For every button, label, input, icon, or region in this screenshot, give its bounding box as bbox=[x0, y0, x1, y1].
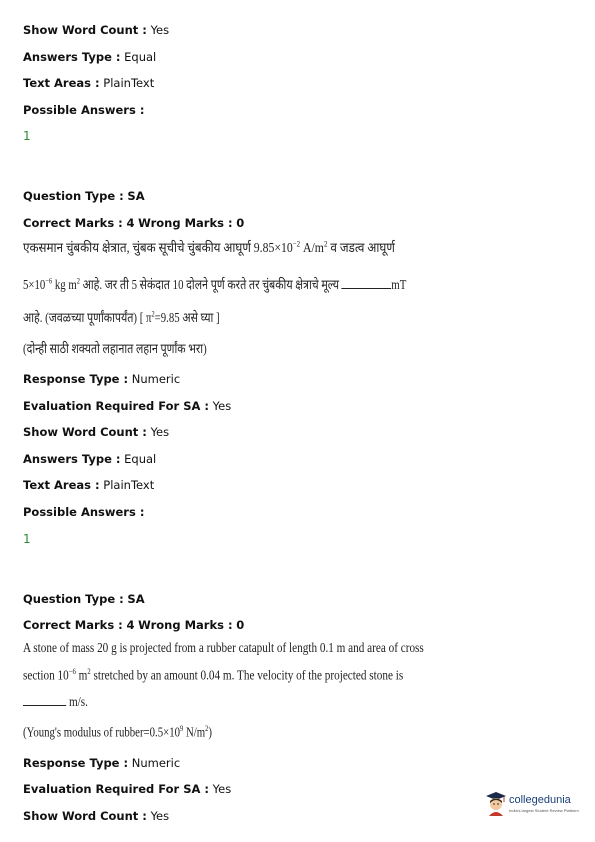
question-line bbox=[23, 238, 395, 256]
answers-type-row bbox=[23, 50, 156, 64]
text-segment: m/s. bbox=[66, 694, 88, 709]
text-segment: व जडत्व आघूर्ण bbox=[327, 240, 395, 255]
answer-blank bbox=[23, 695, 66, 706]
text-segment: m bbox=[75, 667, 88, 683]
field-value: Yes bbox=[212, 399, 232, 413]
correct-marks-label: Correct Marks : bbox=[23, 618, 123, 632]
question-line bbox=[23, 275, 406, 293]
field-value: PlainText bbox=[103, 478, 155, 492]
question-type-row bbox=[23, 189, 145, 203]
field-label: Show Word Count : bbox=[23, 23, 147, 37]
possible-answers-row bbox=[23, 505, 144, 519]
question-type-row bbox=[23, 592, 145, 606]
field-value: Yes bbox=[212, 782, 232, 796]
field-label: Text Areas : bbox=[23, 76, 100, 90]
evaluation-required-row bbox=[23, 399, 231, 413]
text-segment: A/m bbox=[300, 240, 324, 255]
response-type-row bbox=[23, 756, 180, 770]
field-value: SA bbox=[127, 189, 145, 203]
field-value: Equal bbox=[124, 452, 157, 466]
superscript: 9 bbox=[180, 724, 184, 733]
text-segment: =9.85 असे घ्या ] bbox=[154, 310, 220, 325]
superscript: 2 bbox=[87, 667, 91, 676]
marks-row bbox=[23, 216, 244, 230]
evaluation-required-row bbox=[23, 782, 231, 796]
field-label: Answers Type : bbox=[23, 50, 121, 64]
field-value: PlainText bbox=[103, 76, 155, 90]
superscript: 2 bbox=[76, 276, 80, 286]
superscript: −2 bbox=[292, 239, 301, 249]
text-segment: mT bbox=[391, 277, 407, 292]
question-line bbox=[23, 308, 220, 326]
superscript: −6 bbox=[45, 276, 53, 286]
text-segment: (Young's modulus of rubber=0.5×10 bbox=[23, 724, 181, 740]
question-2-text bbox=[23, 640, 463, 750]
possible-answer-value: 1 bbox=[23, 129, 31, 143]
correct-marks-value: 4 bbox=[126, 216, 135, 230]
possible-answer-value: 1 bbox=[23, 532, 31, 546]
field-value: Numeric bbox=[131, 756, 181, 770]
field-label: Response Type : bbox=[23, 756, 129, 770]
logo-wordmark: collegedunia bbox=[509, 794, 571, 806]
text-segment: ) bbox=[208, 724, 212, 740]
field-label: Answers Type : bbox=[23, 452, 121, 466]
collegedunia-logo bbox=[485, 790, 585, 820]
question-line bbox=[23, 694, 88, 710]
wrong-marks-value: 0 bbox=[236, 216, 245, 230]
superscript: 2 bbox=[323, 239, 328, 249]
show-word-count-row bbox=[23, 425, 169, 439]
text-segment: N/m bbox=[183, 724, 206, 740]
text-segment: आहे. जर ती 5 सेकंदात 10 दोलने पूर्ण करते तर चुंबकीय क्षेत्राचे मूल्य bbox=[79, 277, 342, 292]
logo-tagline: India's largest Student Review Platform bbox=[509, 808, 579, 813]
wrong-marks-label: Wrong Marks : bbox=[138, 618, 233, 632]
superscript: −6 bbox=[68, 667, 76, 676]
field-label: Text Areas : bbox=[23, 478, 100, 492]
superscript: 2 bbox=[151, 309, 155, 319]
possible-answers-row bbox=[23, 103, 144, 117]
text-areas-row bbox=[23, 76, 154, 90]
field-label: Possible Answers : bbox=[23, 505, 145, 519]
correct-marks-value: 4 bbox=[126, 618, 135, 632]
answers-type-row bbox=[23, 452, 156, 466]
wrong-marks-value: 0 bbox=[236, 618, 245, 632]
question-1-text bbox=[23, 238, 463, 358]
question-line: A stone of mass 20 g is projected from a rubber catapult of length 0.1 m and area of cross bbox=[23, 640, 424, 655]
field-label: Show Word Count : bbox=[23, 809, 147, 823]
field-value: Numeric bbox=[131, 372, 181, 386]
question-line bbox=[23, 724, 212, 741]
correct-marks-label: Correct Marks : bbox=[23, 216, 123, 230]
text-segment: एकसमान चुंबकीय क्षेत्रात, चुंबक सूचीचे चुंबकीय आघूर्ण 9.85×10 bbox=[23, 240, 293, 255]
field-label: Question Type : bbox=[23, 189, 124, 203]
field-value: Yes bbox=[150, 23, 170, 37]
text-segment: kg m bbox=[52, 277, 77, 292]
answer-blank bbox=[342, 278, 392, 289]
graduate-mascot-icon bbox=[485, 790, 507, 816]
show-word-count-row bbox=[23, 809, 169, 823]
field-label: Evaluation Required For SA : bbox=[23, 782, 210, 796]
field-label: Possible Answers : bbox=[23, 103, 145, 117]
field-label: Question Type : bbox=[23, 592, 124, 606]
field-value: Yes bbox=[150, 809, 170, 823]
question-line bbox=[23, 667, 403, 684]
field-label: Evaluation Required For SA : bbox=[23, 399, 210, 413]
text-segment: stretched by an amount 0.04 m. The velocity of the projected stone is bbox=[90, 667, 404, 683]
field-value: Yes bbox=[150, 425, 170, 439]
question-line: (दोन्ही साठी शक्यतो लहानात लहान पूर्णांक भरा) bbox=[23, 341, 207, 356]
field-value: Equal bbox=[124, 50, 157, 64]
text-areas-row bbox=[23, 478, 154, 492]
field-value: SA bbox=[127, 592, 145, 606]
text-segment: section 10 bbox=[23, 667, 69, 683]
response-type-row bbox=[23, 372, 180, 386]
text-segment: आहे. (जवळच्या पूर्णांकापर्यंत) [ π bbox=[23, 310, 152, 325]
field-label: Response Type : bbox=[23, 372, 129, 386]
superscript: 2 bbox=[205, 724, 209, 733]
text-segment: 5×10 bbox=[23, 277, 46, 292]
marks-row bbox=[23, 618, 244, 632]
show-word-count-row bbox=[23, 23, 169, 37]
field-label: Show Word Count : bbox=[23, 425, 147, 439]
wrong-marks-label: Wrong Marks : bbox=[138, 216, 233, 230]
